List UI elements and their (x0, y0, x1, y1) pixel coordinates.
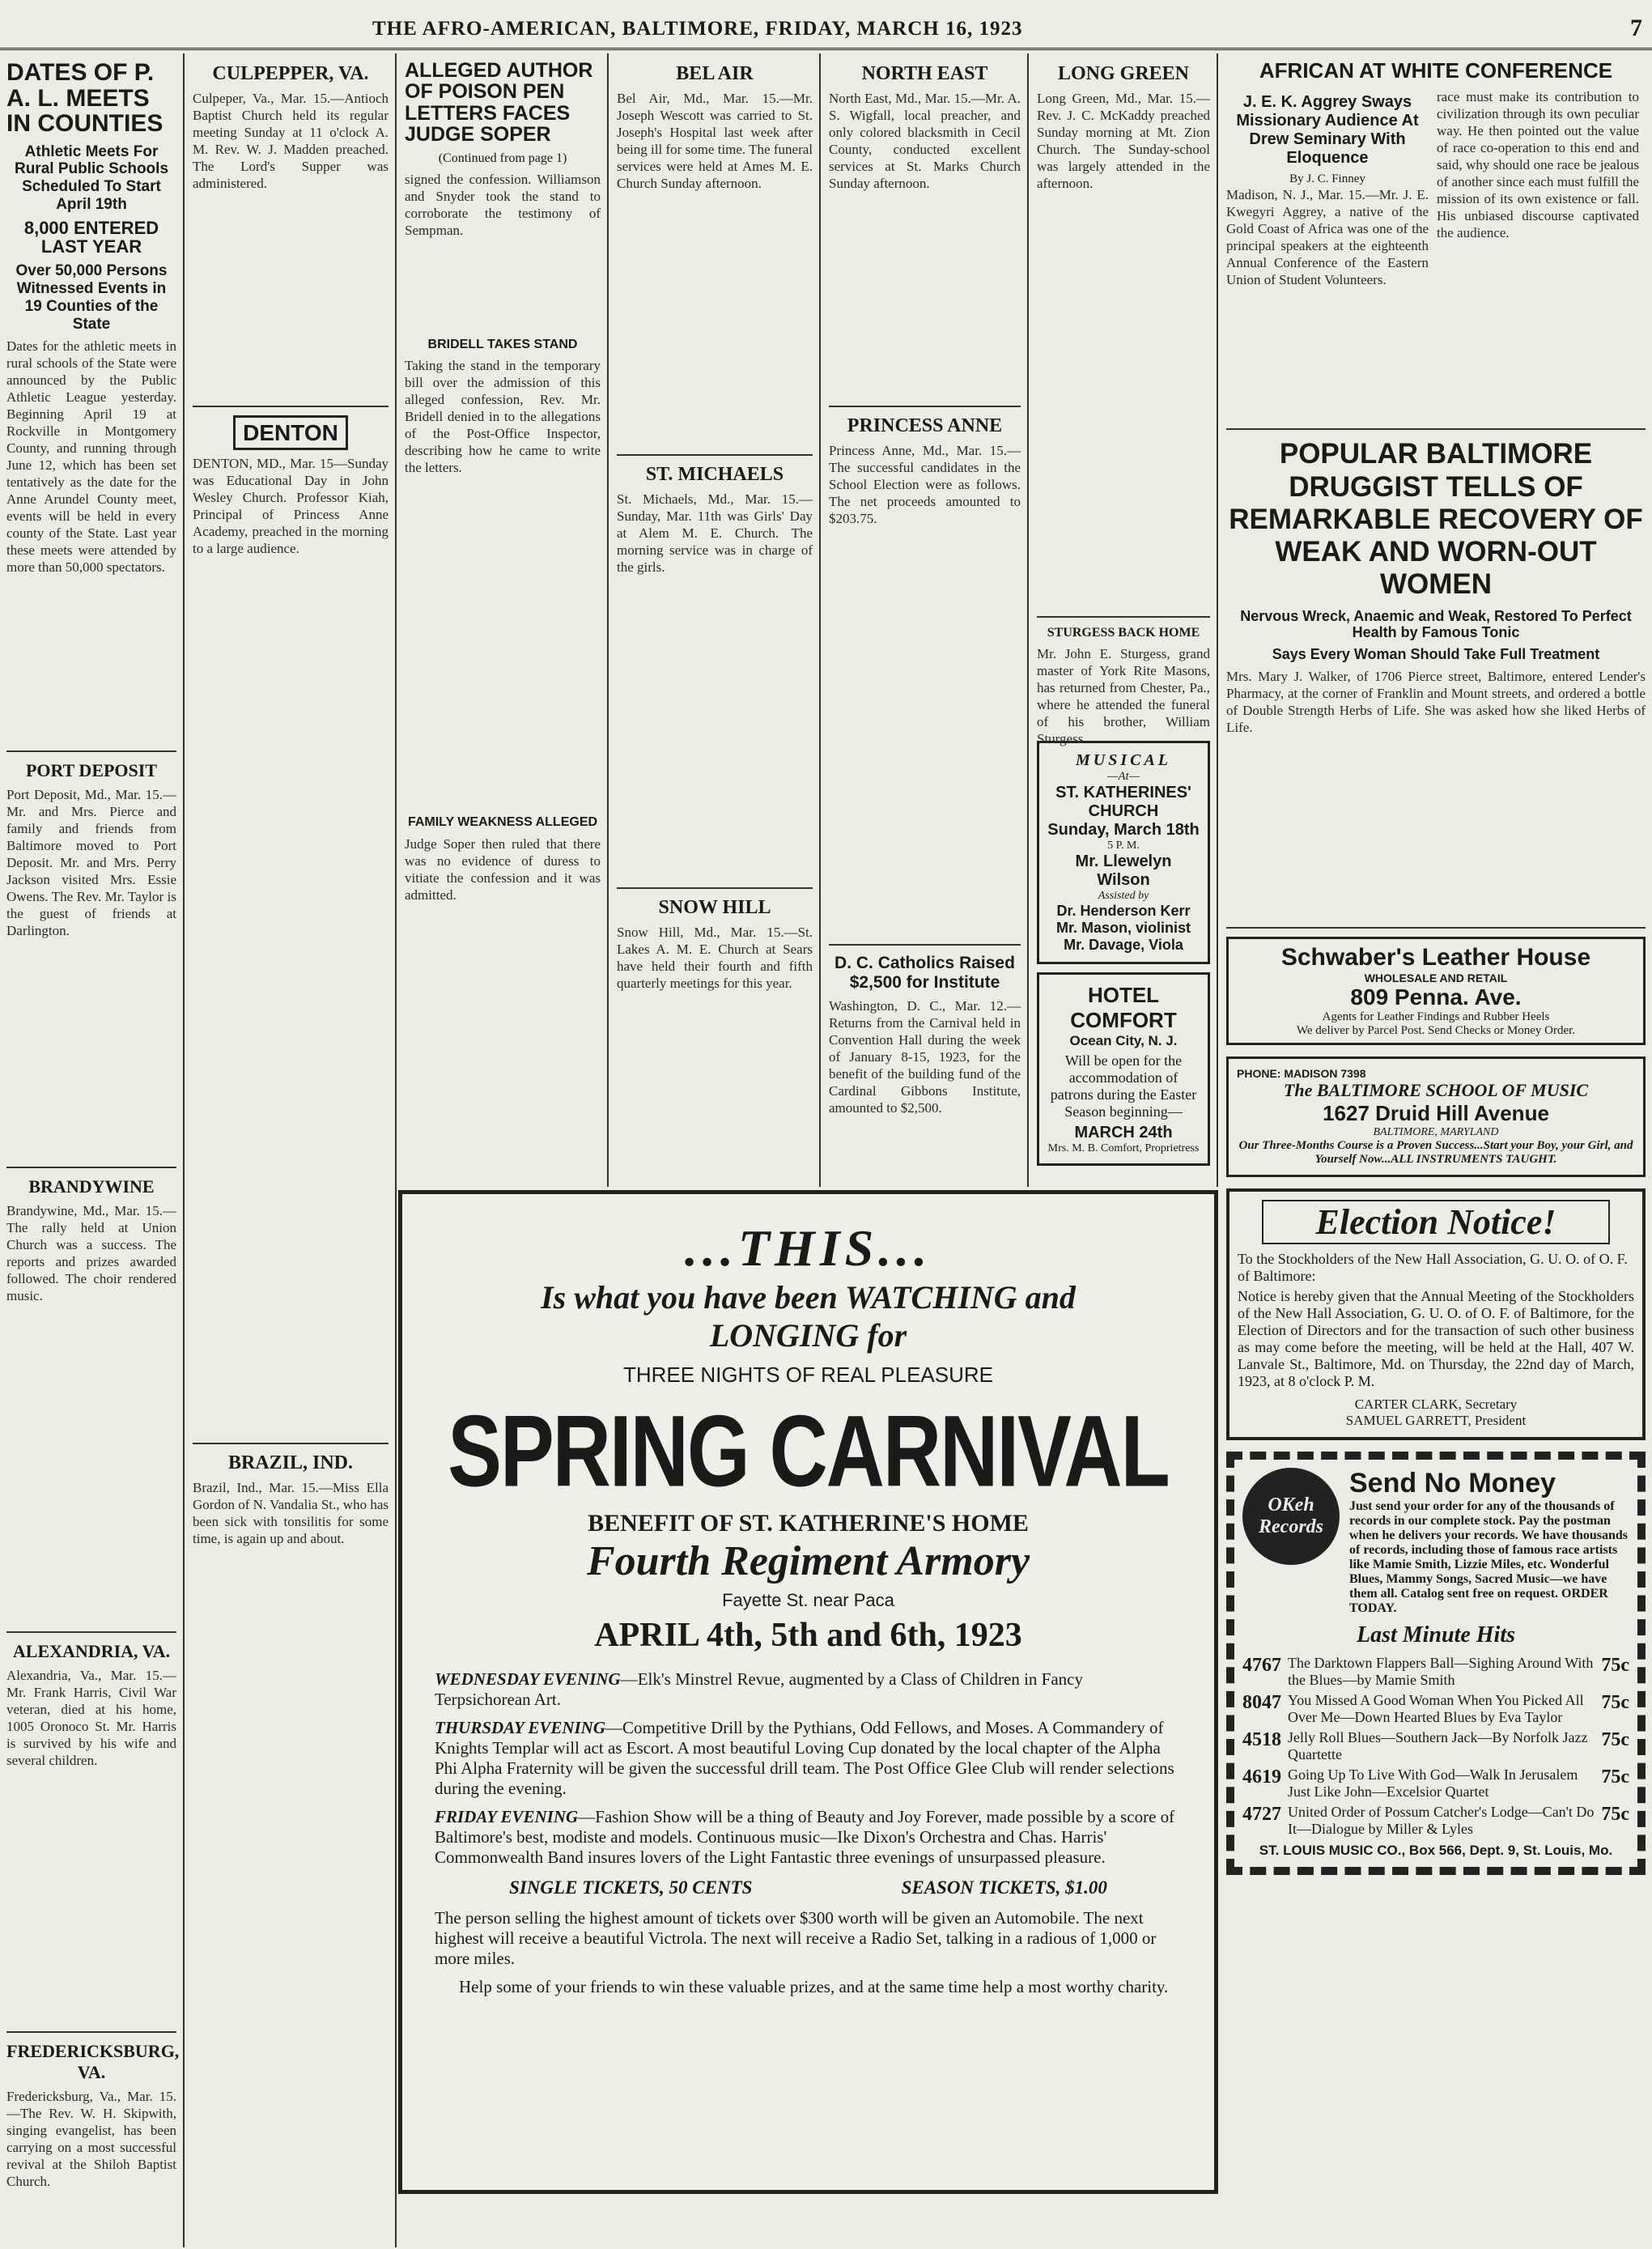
section-sturgess: STURGESS BACK HOME (1047, 626, 1200, 640)
hit-item: 4518 Jelly Roll Blues—Southern Jack—By Norfolk Jazz Quartette 75c (1242, 1728, 1629, 1762)
family-weakness-subhead: FAMILY WEAKNESS ALLEGED (407, 815, 598, 830)
pal-deck-3: Over 50,000 Persons Witnessed Events in 19 Counties of the State (15, 262, 168, 333)
pal-deck-1: Athletic Meets For Rural Public Schools Scheduled To Start April 19th (14, 142, 169, 214)
hit-item: 8047 You Missed A Good Woman When You Picked All Over Me—Down Hearted Blues by Eva Taylor 75c (1242, 1691, 1629, 1725)
okeh-logo: OKeh Records (1242, 1468, 1340, 1565)
culpepper-body: Culpeper, Va., Mar. 15.—Antioch Baptist Church held its regular meeting Sunday at 11 o'clock A. M. Rev. W. J. Madden preached. The Lord's Supper was administered. (193, 91, 389, 191)
bridell-subhead: BRIDELL TAKES STAND (427, 338, 578, 351)
musical-ad: MUSICAL —At— ST. KATHERINES' CHURCH Sunday, March 18th 5 P. M. Mr. Llewelyn Wilson Assisted by Dr. Henderson Kerr Mr. Mason, violinist Mr. Davage, Viola (1037, 741, 1210, 964)
column-1: DATES OF P. A. L. MEETS IN COUNTIES Athletic Meets For Rural Public Schools Scheduled To Start April 19th 8,000 ENTERED LAST YEAR Over 50,000 Persons Witnessed Events in 19 Counties of the State Dates for the athletic meets in rural schools of the State were announced by the Public Athletic League yesterday. Beginning April 19 at Rockville in Montgomery County, and running through June 12, which has been set tentatively as the date for the Anne Arundel County meet, events will be held in every county of the State. Last year these meets were attended by more than 50,000 spectators. PORT DEPOSIT Port Deposit, Md., Mar. 15.—Mr. and Mrs. Pierce and family and friends from Baltimore moved to Port Deposit. Mr. and Mrs. Perry Jackson visited Mrs. Essie Owens. The Rev. Mr. Taylor is the guest of friends at Darlington. BRANDYWINE Brandywine, Md., Mar. 15.—The rally held at Union Church was a success. The reports and prizes awarded followed. The choir rendered music. ALEXANDRIA, VA. Alexandria, Va., Mar. 15.—Mr. Frank Harris, Civil War veteran, died at his home, 1005 Oronoco St. Mr. Harris is survived by his wife and several children. FREDERICKSBURG, VA. Fredericksburg, Va., Mar. 15.—The Rev. W. H. Skipwith, singing evangelist, has been carrying on a most successful revival at the Shiloh Baptist Church. (0, 53, 185, 2247)
section-alexandria: ALEXANDRIA, VA. (12, 1641, 171, 1662)
hit-item: 4619 Going Up To Live With God—Walk In Jerusalem Just Like John—Excelsior Quartet 75c (1242, 1766, 1629, 1800)
african-conference-headline: AFRICAN AT WHITE CONFERENCE (1259, 58, 1613, 83)
section-brandywine: BRANDYWINE (28, 1176, 155, 1197)
carnival-title: SPRING CARNIVAL (448, 1394, 1169, 1508)
continued-note: (Continued from page 1) (438, 151, 567, 165)
druggist-deck-2: Says Every Woman Should Take Full Treatment (1272, 645, 1600, 662)
druggist-headline: POPULAR BALTIMORE DRUGGIST TELLS OF REMARKABLE RECOVERY OF WEAK AND WORN-OUT WOMEN (1229, 438, 1643, 601)
druggist-deck-1: Nervous Wreck, Anaemic and Weak, Restored To Perfect Health by Famous Tonic (1240, 607, 1632, 641)
column-7: AFRICAN AT WHITE CONFERENCE J. E. K. Aggrey Sways Missionary Audience At Drew Seminary With Eloquence By J. C. Finney Madison, N. J., Mar. 15.—Mr. J. E. Kwegyri Aggrey, a native of the Gold Coast of Africa was one of the principal speakers at the eighteenth Annual Conference of the Eastern Union of Student Volunteers. race must make its contribution to civilization through its own peculiar way. He then pointed out the value of race co-operation to this end and said, why should one race be jealous of another since each must fulfill the mission of its own existence or fall. His unbiased discourse captivated the audience. POPULAR BALTIMORE DRUGGIST TELLS OF REMARKABLE RECOVERY OF WEAK AND WORN-OUT WOMEN Nervous Wreck, Anaemic and Weak, Restored To Perfect Health by Famous Tonic Says Every Woman Should Take Full Treatment Mrs. Mary J. Walker, of 1706 Pierce street, Baltimore, entered Lender's Pharmacy, at the corner of Franklin and Mount streets, and ordered a bottle of Double Strength Herbs of Life. She was asked how she liked Herbs of Life. Schwaber's Leather House WHOLESALE AND RETAIL 809 Penna. Ave. Agents for Leather Findings and Rubber Heels We deliver by Parcel Post. Send Checks or Money Order. PHONE: MADISON 7398 The BALTIMORE SCHOOL OF MUSIC 1627 Druid Hill Avenue BALTIMORE, MARYLAND Our Three-Months Course is a Proven Success...Start your Boy, your Girl, and Yourself Now...ALL INSTRUMENTS TAUGHT. Election Notice! To the Stockholders of the New Hall Association, G. U. O. of O. F. of Baltimore: Notice is hereby given that the Annual Meeting of the Stockholders of the New Hall Association, G. U. O. of O. F. of Baltimore, for the Election of Directors and for the transaction of such other business as may come before the meeting, will be held at the Hall, 407 W. Lanvale St., Baltimore, Md. on Thursday, the 22nd day of March, 1923, at 8 o'clock P. M. CARTER CLARK, Secretary SAMUEL GARRETT, President OKeh Records Send No Money Just send your order for any of the thousands of records in our complete stock. Pay the postman when he delivers your records. We have thousands of records, including those of famous race artists like Mamie Smith, Lizzie Miles, etc. Wonderful Blues, Mammy Songs, Sacred Music—we have them all. Catalog sent free on request. ORDER TODAY. Last Minute Hits 4767 The Darktown Flappers Ball—Sighing Around With the Blues—by Mamie Smith 75c 8047 You Missed A Good Woman When You Picked All Over Me—Down Hearted Blues by Eva Taylor 75c 4518 Jelly Roll Blues—Southern Jack—By Norfolk Jazz Quartette 75c 4619 Going Up To Live With God—Walk In Jerusalem Just Like John—Excelsior Quartet 75c 4727 United Order of Possum Catcher's Lodge—Can't Do It—Dialogue by Miller & Lyles 75c ST. LOUIS MUSIC CO., Box 566, Dept. 9, St. Louis, Mo. (1220, 53, 1652, 2247)
spring-carnival-ad: ...THIS... Is what you have been WATCHING and LONGING for THREE NIGHTS OF REAL PLEASURE SPRING CARNIVAL BENEFIT OF ST. KATHERINE'S HOME Fourth Regiment Armory Fayette St. near Paca APRIL 4th, 5th and 6th, 1923 WEDNESDAY EVENING—Elk's Minstrel Revue, augmented by a Class of Children in Fancy Terpsichorean Art. THURSDAY EVENING—Competitive Drill by the Pythians, Odd Fellows, and Moses. A Commandery of Knights Templar will act as Escort. A most beautiful Loving Cup donated by the local chapter of the Alpha Phi Alpha Fraternity will be given the successful drill team. The Post Office Glee Club will render selections during the evening. FRIDAY EVENING—Fashion Show will be a thing of Beauty and Joy Forever, made possible by a score of Baltimore's best, modiste and models. Continuous music—Ike Dixon's Orchestra and Chas. Harris' Commonwealth Band insures lovers of the Light Fantastic three evenings of unsurpassed pleasure. SINGLE TICKETS, 50 CENTS SEASON TICKETS, $1.00 The person selling the highest amount of tickets over $300 worth will be given an Automobile. The next highest will receive a beautiful Victrola. The next will receive a Radio Set, talking in a radious of 1,000 or more miles. Help some of your friends to win these valuable prizes, and at the same time help a most worthy charity. (398, 1190, 1218, 2194)
column-6: LONG GREEN Long Green, Md., Mar. 15.—Rev. J. C. McKaddy preached Sunday morning at Mt. Zion Church. The Sunday-school was largely attended in the afternoon. STURGESS BACK HOME Mr. John E. Sturgess, grand master of York Rite Masons, has returned from Chester, Pa., where he attended the funeral of his brother, William Sturgess. MUSICAL —At— ST. KATHERINES' CHURCH Sunday, March 18th 5 P. M. Mr. Llewelyn Wilson Assisted by Dr. Henderson Kerr Mr. Mason, violinist Mr. Davage, Viola HOTEL COMFORT Ocean City, N. J. Will be open for the accommodation of patrons during the Easter Season beginning— MARCH 24th Mrs. M. B. Comfort, Proprietress (1030, 53, 1218, 1187)
section-brazil: BRAZIL, IND. (227, 1452, 354, 1474)
column-3: ALLEGED AUTHOR OF POISON PEN LETTERS FACES JUDGE SOPER (Continued from page 1) signed the confession. Williamson and Snyder took the stand to corroborate the testimony of Sempman. BRIDELL TAKES STAND Taking the stand in the temporary bill over the admission of this alleged confession, Rev. Mr. Bridell denied in to the allegations of the Post-Office Inspector, describing how he came to write the letters. FAMILY WEAKNESS ALLEGED Judge Soper then ruled that there was no evidence of duress to vitiate the confession and it was admitted. (398, 53, 609, 1187)
pal-article-body: Dates for the athletic meets in rural schools of the State were announced by the Public Athletic League yesterday. Beginning April 19 at Rockville in Montgomery County, and running through June 12, which has been set tentatively as the date for the Anne Arundel County meet, events will be held in every county of the State. Last year these meets were attended by more than 50,000 spectators. (6, 338, 176, 576)
masthead (0, 0, 1652, 50)
hotel-comfort-ad: HOTEL COMFORT Ocean City, N. J. Will be open for the accommodation of patrons during the Easter Season beginning— MARCH 24th Mrs. M. B. Comfort, Proprietress (1037, 972, 1210, 1166)
column-5: NORTH EAST North East, Md., Mar. 15.—Mr. A. S. Wigfall, local preacher, and only colored blacksmith in Cecil County, conducted excellent services at St. Marks Church Sunday afternoon. PRINCESS ANNE Princess Anne, Md., Mar. 15.—The successful candidates in the School Election were as follows. The net proceeds amounted to $203.75. D. C. Catholics Raised $2,500 for Institute Washington, D. C., Mar. 12.—Returns from the Carnival held in Convention Hall during the week of January 8-15, 1923, for the benefit of the building fund of the Cardinal Gibbons Institute, amounted to $2,500. (822, 53, 1029, 1187)
election-notice-ad: Election Notice! To the Stockholders of the New Hall Association, G. U. O. of O. F. of Baltimore: Notice is hereby given that the Annual Meeting of the Stockholders of the New Hall Association, G. U. O. of O. F. of Baltimore, for the Election of Directors and for the transaction of such other business as may come before the meeting, will be held at the Hall, 407 W. Lanvale St., Baltimore, Md. on Thursday, the 22nd day of March, 1923, at 8 o'clock P. M. CARTER CLARK, Secretary SAMUEL GARRETT, President (1226, 1188, 1646, 1440)
denton-heading-box (233, 415, 348, 450)
page-number: 7 (1630, 15, 1642, 41)
section-port-deposit: PORT DEPOSIT (25, 760, 158, 781)
byline: By J. C. Finney (1289, 172, 1365, 186)
hits-list (1242, 1655, 1629, 1838)
section-fredericksburg: FREDERICKSBURG, VA. (6, 2041, 180, 2083)
okeh-records-ad: OKeh Records Send No Money Just send your order for any of the thousands of records in our complete stock. Pay the postman when he delivers your records. We have thousands of records, including those of famous race artists like Mamie Smith, Lizzie Miles, etc. Wonderful Blues, Mammy Songs, Sacred Music—we have them all. Catalog sent free on request. ORDER TODAY. Last Minute Hits 4767 The Darktown Flappers Ball—Sighing Around With the Blues—by Mamie Smith 75c 8047 You Missed A Good Woman When You Picked All Over Me—Down Hearted Blues by Eva Taylor 75c 4518 Jelly Roll Blues—Southern Jack—By Norfolk Jazz Quartette 75c 4619 Going Up To Live With God—Walk In Jerusalem Just Like John—Excelsior Quartet 75c 4727 United Order of Possum Catcher's Lodge—Can't Do It—Dialogue by Miller & Lyles 75c ST. LOUIS MUSIC CO., Box 566, Dept. 9, St. Louis, Mo. (1226, 1452, 1646, 1875)
hit-item: 4767 The Darktown Flappers Ball—Sighing Around With the Blues—by Mamie Smith 75c (1242, 1654, 1629, 1688)
poison-pen-headline: ALLEGED AUTHOR OF POISON PEN LETTERS FACES JUDGE SOPER (405, 59, 593, 146)
section-north-east: NORTH EAST (861, 63, 988, 84)
denton-body: DENTON, MD., Mar. 15—Sunday was Educational Day in John Wesley Church. Professor Kiah, Principal of Princess Anne Academy, preached in the morning to a large audience. (193, 456, 389, 557)
aggrey-deck: J. E. K. Aggrey Sways Missionary Audience At Drew Seminary With Eloquence (1236, 93, 1419, 168)
section-long-green: LONG GREEN (1057, 63, 1190, 84)
section-princess-anne: PRINCESS ANNE (847, 415, 1003, 436)
column-2: CULPEPPER, VA. Culpeper, Va., Mar. 15.—Antioch Baptist Church held its regular meeting Sunday at 11 o'clock A. M. Rev. W. J. Madden preached. The Lord's Supper was administered. DENTON DENTON, MD., Mar. 15—Sunday was Educational Day in John Wesley Church. Professor Kiah, Principal of Princess Anne Academy, preached in the morning to a large audience. BRAZIL, IND. Brazil, Ind., Mar. 15.—Miss Ella Gordon of N. Vandalia St., who has been sick with tonsilitis for some time, is again up and about. (186, 53, 397, 2247)
schwaber-ad: Schwaber's Leather House WHOLESALE AND RETAIL 809 Penna. Ave. Agents for Leather Findings and Rubber Heels We deliver by Parcel Post. Send Checks or Money Order. (1226, 937, 1646, 1045)
section-culpepper: CULPEPPER, VA. (212, 63, 369, 84)
masthead-title: THE AFRO-AMERICAN, BALTIMORE, FRIDAY, MARCH 16, 1923 (372, 18, 1023, 40)
column-4: BEL AIR Bel Air, Md., Mar. 15.—Mr. Joseph Wescott was carried to St. Joseph's Hospital last week after being ill for some time. The funeral services were held at Ames M. E. Church Sunday afternoon. ST. MICHAELS St. Michaels, Md., Mar. 15.—Sunday, Mar. 11th was Girls' Day at Alem M. E. Church. The morning service was in charge of the girls. SNOW HILL Snow Hill, Md., Mar. 15.—St. Lakes A. M. E. Church at Sears have held their fourth and fifth quarterly meetings for this year. (610, 53, 821, 1187)
section-bel-air: BEL AIR (676, 63, 754, 84)
pal-headline: DATES OF P. A. L. MEETS IN COUNTIES (6, 59, 164, 137)
pal-deck-2: 8,000 ENTERED LAST YEAR (23, 217, 159, 257)
section-snow-hill: SNOW HILL (658, 897, 771, 918)
music-school-ad: PHONE: MADISON 7398 The BALTIMORE SCHOOL OF MUSIC 1627 Druid Hill Avenue BALTIMORE, MARYLAND Our Three-Months Course is a Proven Success...Start your Boy, your Girl, and Yourself Now...ALL INSTRUMENTS TAUGHT. (1226, 1056, 1646, 1177)
section-denton: DENTON (243, 420, 338, 445)
hit-item: 4727 United Order of Possum Catcher's Lodge—Can't Do It—Dialogue by Miller & Lyles 75c (1242, 1803, 1629, 1837)
section-st-michaels: ST. MICHAELS (645, 464, 784, 485)
dc-catholics-headline: D. C. Catholics Raised $2,500 for Institute (834, 954, 1015, 993)
